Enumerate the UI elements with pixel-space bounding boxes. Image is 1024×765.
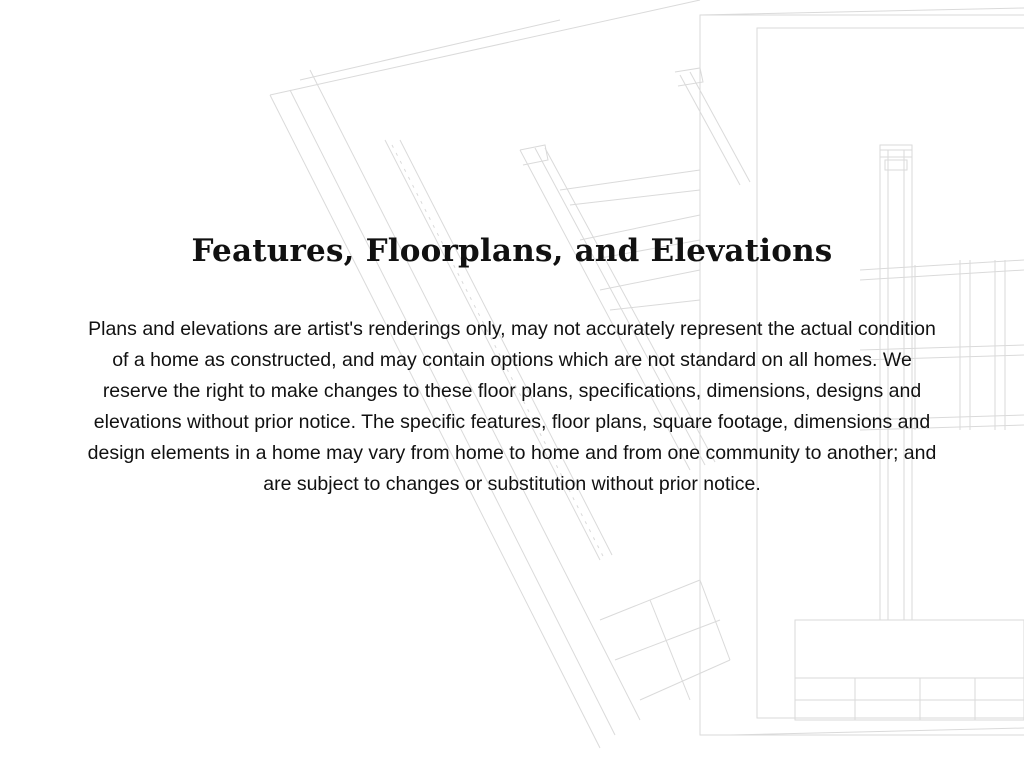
page-title: Features, Floorplans, and Elevations: [191, 233, 833, 269]
disclaimer-text: Plans and elevations are artist's renderings only, may not accurately represent the actual condition of a home as constructed, and may contain options which are not standard on all homes. We reserve the right to make changes to these floor plans, specifications, dimensions, designs and elevations without prior notice. The specific features, floor plans, square footage, dimensions and design elements in a home may vary from home to home and from one community to another; and are subject to changes or substitution without prior notice.: [87, 318, 937, 495]
